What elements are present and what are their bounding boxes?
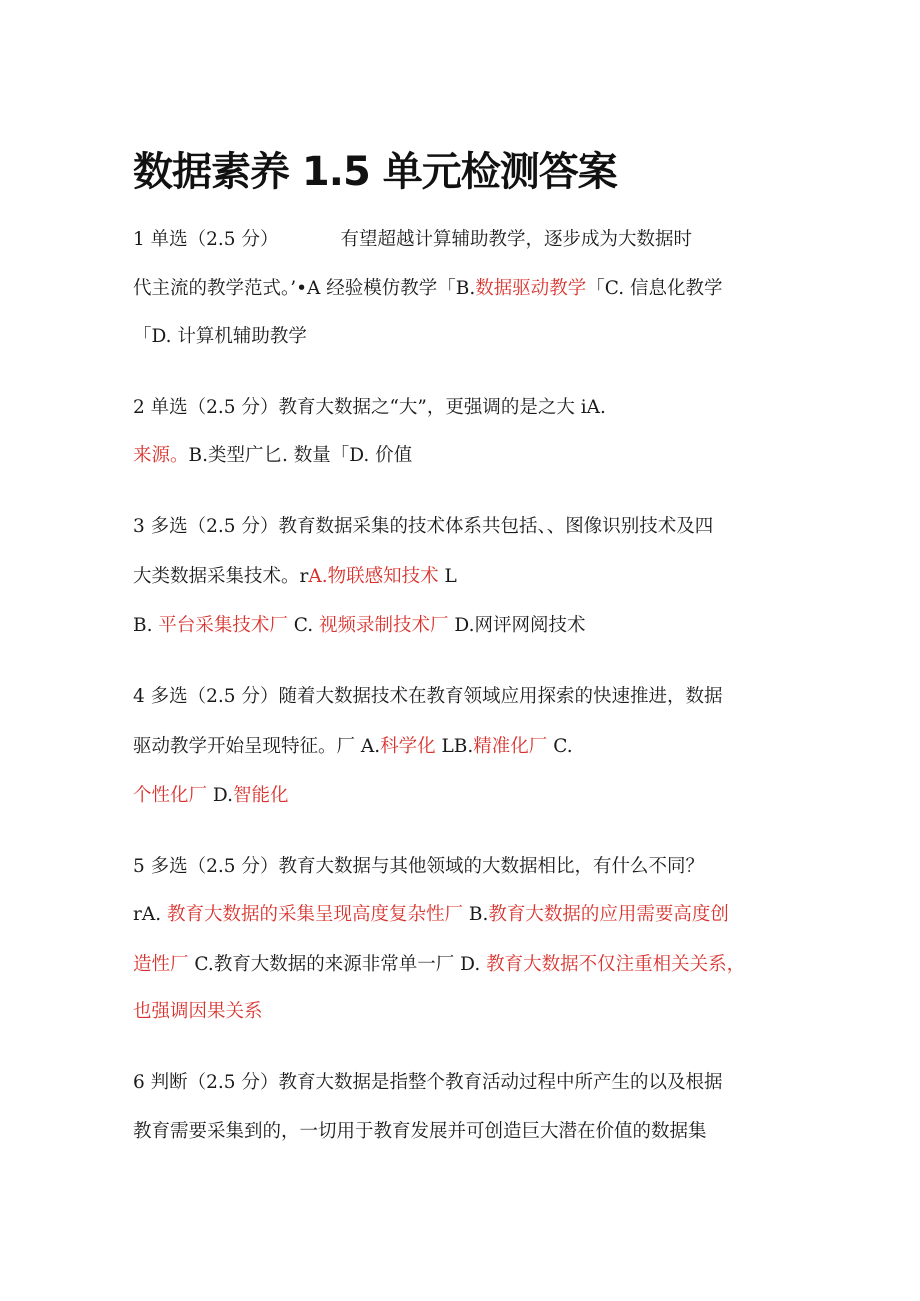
question-5-answer-a: 教育大数据的采集呈现高度复杂性厂 — [161, 904, 463, 925]
question-2-line-2 — [133, 444, 412, 468]
question-5-option-c: C.教育大数据的来源非常单一厂 D. — [188, 954, 481, 975]
question-6-line-1 — [133, 1071, 722, 1095]
question-4-text: 4 多选（2.5 分）随着大数据技术在教育领域应用探索的快速推进，数据 — [133, 686, 723, 707]
question-1-text-2: 代主流的教学范式。’•A 经验模仿教学「B. — [133, 278, 476, 299]
question-3-option-c-label: C. — [287, 615, 314, 636]
question-4-text-2: 驱动教学开始呈现特征。厂 A. — [133, 736, 381, 757]
question-2-line-1 — [133, 396, 606, 420]
question-4-option-c-label: C. — [547, 736, 573, 757]
question-5-text: 5 多选（2.5 分）教育大数据与其他领域的大数据相比，有什么不同？ — [133, 856, 704, 877]
question-4-line-3 — [133, 784, 288, 808]
question-3-option-b-label: B. — [133, 615, 153, 636]
question-5-line-2 — [133, 903, 729, 927]
question-5-answer-d-cont: 也强调因果关系 — [133, 1001, 263, 1022]
question-4-option-b-label: LB. — [435, 736, 474, 757]
question-3-answer-b: 平台采集技术厂 — [152, 615, 288, 636]
question-1-option-c: 「C. 信息化教学 — [586, 278, 723, 299]
question-6-line-2 — [133, 1120, 707, 1144]
question-2-answer: 来源。 — [133, 445, 189, 466]
question-6-text: 6 判断（2.5 分）教育大数据是指整个教育活动过程中所产生的以及根据 — [133, 1072, 723, 1093]
question-3-text: 3 多选（2.5 分）教育数据采集的技术体系共包括、、图像识别技术及四 — [133, 516, 714, 537]
question-1-line-3 — [133, 325, 307, 349]
question-1-header: 1 单选（2.5 分） — [133, 229, 279, 250]
question-5-option-a-label: rA. — [133, 904, 162, 925]
question-3-mark: L — [438, 566, 457, 587]
question-1-text: 有望超越计算辅助教学，逐步成为大数据时 — [340, 229, 692, 250]
question-1-line-1 — [133, 228, 692, 252]
question-5-line-1 — [133, 855, 704, 879]
question-3-answer-c: 视频录制技术厂 — [313, 615, 449, 636]
question-5-line-4 — [133, 1000, 263, 1024]
question-4-answer-d: 智能化 — [232, 785, 289, 806]
question-4-option-d-label: D. — [207, 785, 233, 806]
question-4-answer-a: 科学化 — [380, 736, 436, 757]
question-5-line-3 — [133, 953, 745, 977]
question-6-text-2: 教育需要采集到的，一切用于教育发展并可创造巨大潜在价值的数据集 — [133, 1121, 707, 1142]
question-1-answer: 数据驱动教学 — [475, 278, 587, 299]
question-5-answer-d: 教育大数据不仅注重相关关系， — [480, 954, 746, 975]
question-3-line-1 — [133, 515, 713, 539]
question-4-answer-c: 个性化厂 — [133, 785, 208, 806]
question-1-line-2 — [133, 277, 723, 301]
question-2-text: 2 单选（2.5 分）教育大数据之“大”，更强调的是之大 iA. — [133, 397, 606, 418]
question-3-line-2 — [133, 565, 457, 589]
question-5-answer-b-cont: 造性厂 — [133, 954, 189, 975]
question-5-answer-b: 教育大数据的应用需要高度创 — [488, 904, 729, 925]
question-3-text-2: 大类数据采集技术。r — [133, 566, 309, 587]
question-4-line-2 — [133, 735, 573, 759]
question-4-answer-b: 精准化厂 — [473, 736, 548, 757]
question-3-answer-a: A.物联感知技术 — [308, 566, 439, 587]
question-3-line-3 — [133, 614, 585, 638]
question-2-options: B.类型广匕. 数量「D. 价值 — [188, 445, 413, 466]
question-5-option-b-label: B. — [462, 904, 489, 925]
question-3-option-d: D.网评网阅技术 — [448, 615, 586, 636]
question-1-option-d: 「D. 计算机辅助教学 — [133, 326, 307, 347]
question-4-line-1 — [133, 685, 722, 709]
page-title: 数据素养 1.5 单元检测答案 — [133, 149, 617, 195]
